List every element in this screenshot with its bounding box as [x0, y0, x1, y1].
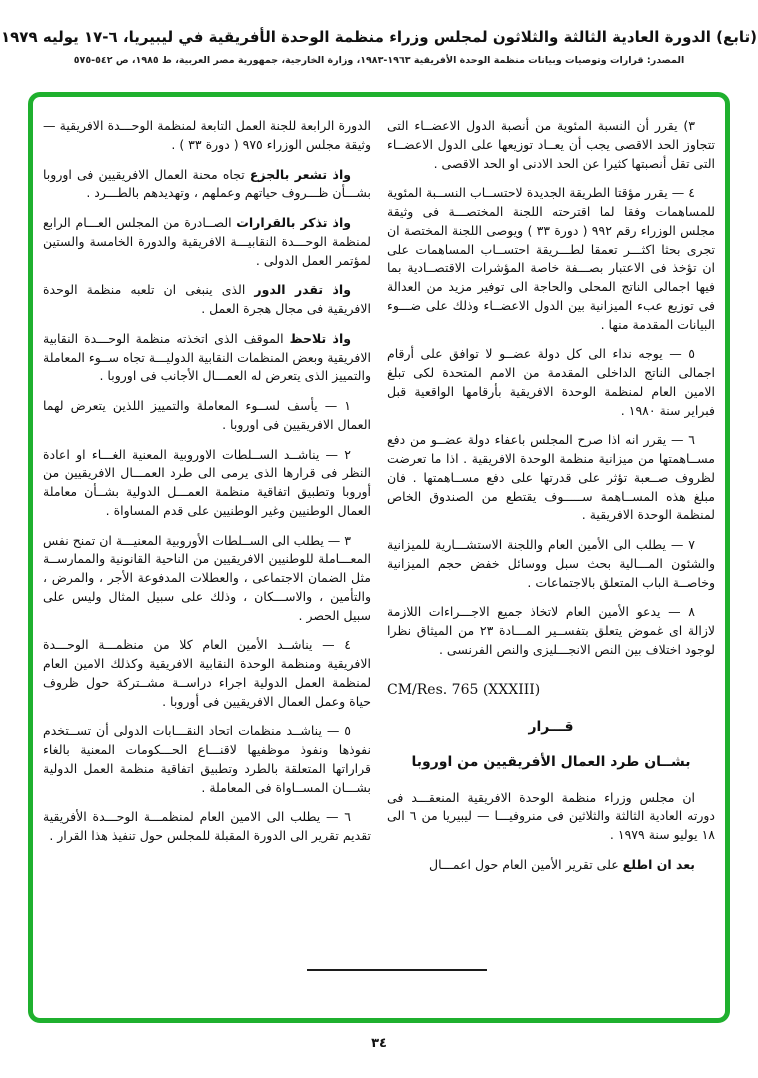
page-footer: [0, 1036, 758, 1051]
page-number: ٣٤: [371, 1036, 387, 1051]
paragraph-lead: واذ تقدر الدور: [254, 282, 351, 298]
paragraph: [43, 722, 371, 797]
paragraph: [387, 789, 715, 845]
paragraph-text: ٥ — يوجه نداء الى كل دولة عضــو لا توافق على أرقام اجمالى الناتج الداخلى المقدمة من الامم المتحدة لكى تبلغ الامين العام لمنظمة الوحدة الافريقية بأرقامها الواقعية قبل فبراير سنة ١٩٨٠ .: [387, 346, 715, 418]
paragraph: [43, 214, 371, 270]
paragraph: [387, 117, 715, 173]
section-end-divider: [307, 969, 487, 971]
paragraph-text: على تقرير الأمين العام حول اعمـــال: [428, 856, 623, 872]
paragraph-text: الذى ينبغى ان تلعبه منظمة الوحدة الافريقية فى مجال هجرة العمل .: [43, 282, 371, 316]
column-right: [387, 117, 715, 886]
paragraph-lead: واذ تشعر بالجزع: [249, 166, 352, 182]
paragraph-lead: واذ تذكر بالقرارات: [236, 215, 351, 230]
paragraph-text: ٥ — يناشــد منظمات اتحاد النقـــابات الدولى أن تســتخدم نفوذها ونفوذ موظفيها لاقنـــاع الحـــكومات المعنية بالغاء قراراتها المتعلقة بالطرد وتطبيق اتفاقية منظمة العمل الدولية بشـــان المســاواة فى المعاملة .: [43, 723, 371, 795]
paragraph: [387, 345, 715, 420]
paragraph: [43, 446, 371, 521]
paragraph-text: ٢ — يناشــد الســلطات الاوروبية المعنية الغـــاء او اعادة النظر فى قرارها الذى يرمى الى طرد العمـــال الافريقيين من أوروبا وتطبيق اتفاقية منظمة العمـــل الدولية بشــأن معاملة العمال الوطنيين وغير الوطنيين على قدم المساواة .: [43, 446, 371, 518]
paragraph: [387, 856, 715, 875]
page-header: [0, 0, 758, 66]
paragraph: [43, 636, 371, 711]
paragraph-text: ٦ — يقرر انه اذا صرح المجلس باعفاء دولة عضــو من دفع مســاهمتها من ميزانية منظمة الوحدة الافريقية . اذا ما تعرضت لظروف صــعبة تؤثر على قدرتها على دفع مســاهمتها . فان مبلغ هذه المســاهمة ســـــوف يقتطع من الصندوق الخاص لمنظمة الوحدة الافريقية .: [387, 432, 715, 523]
paragraph-text: ٤ — يناشــد الأمين العام كلا من منظمـــة الوحـــدة الافريقية ومنظمة الوحدة النقابية الافريقية وكذلك الامين العام لمنظمة العمل الدولية اجراء دراســة مشــتركة حول ظروف حياة وعمل العمال الافريقيين فى أوروبا .: [43, 637, 371, 709]
paragraph: [387, 431, 715, 525]
paragraph-text: ٣) يقرر أن النسبة المئوية من أنصبة الدول الاعضــاء التى تتجاوز الحد الاقصى يجب أن يعــاد توزيعها على الدول الاعضــاء التى تقل أنصبتها كثيرا عن الحد الادنى او الحد الاقصى .: [387, 118, 715, 171]
two-column-layout: [33, 97, 725, 886]
paragraph-text: الصــادرة من المجلس العـــام الرابع لمنظمة الوحـــدة النقابيـــة الافريقية والدورة الخامسة والستين لمؤتمر العمل الدولى .: [43, 215, 371, 268]
paragraph-text: الموقف الذى اتخذته منظمة الوحـــدة النقابية الافريقية وبعض المنظمات النقابية الدوليـــة تجاه ســوء المعاملة والتمييز الذى يتعرض له العمـــال الأجانب فى اوروبا .: [43, 330, 371, 384]
paragraph: [43, 330, 371, 386]
paragraph: [387, 603, 715, 659]
paragraph: [43, 397, 371, 435]
paragraph: [387, 536, 715, 592]
document-title: (تابع) الدورة العادية الثالثة والثلاثون لمجلس وزراء منظمة الوحدة الأفريقية في ليبيريا، ٦-١٧ يوليه ١٩٧٩: [1, 28, 757, 46]
paragraph-text: ٨ — يدعو الأمين العام لاتخاذ جميع الاجـــراءات اللازمة لازالة اى غموض يتعلق بتفســير المـــادة ٢٣ من الميثاق نظرا لوجود اختلاف بين النص الانجـــليزى والنص الفرنسى .: [387, 604, 716, 657]
paragraph: [43, 808, 371, 846]
decision-heading: قـــرار: [528, 718, 574, 735]
paragraph-text: ٣ — يطلب الى الســلطات الأوروبية المعنيـــة ان تمنح نفس المعـــاملة للوطنيين الافريقيين من الناحية القانونية والممارســة مثل الضمان الاجتماعى ، والعطلات المدفوعة الأجر ، والمرض ، والتأمين ، والاســـكان ، وذلك على سبيل المثال وليس على سبيل الحصر .: [43, 532, 371, 623]
paragraph-lead: بعد ان اطلع: [622, 856, 695, 872]
resolution-reference: CM/Res. 765 (XXXIII): [387, 681, 541, 698]
paragraph-text: ٦ — يطلب الى الامين العام لمنظمـــة الوحـــدة الأفريقية تقديم تقرير الى الدورة المقبلة للمجلس حول تنفيذ هذا القرار .: [43, 809, 371, 843]
paragraph-text: الدورة الرابعة للجنة العمل التابعة لمنظمة الوحـــدة الافريقية — وثيقة مجلس الوزراء ٩٧٥ ( دورة ٣٣ ) .: [43, 118, 371, 152]
paragraph-text: ١ — يأسف لســوء المعاملة والتمييز اللذين يتعرض لهما العمال الافريقيين فى اوروبا .: [43, 398, 371, 432]
paragraph-lead: واذ تلاحظ: [289, 330, 351, 346]
paragraph: [43, 281, 371, 319]
paragraph: [43, 532, 371, 626]
paragraph-text: تجاه محنة العمال الافريقيين فى اوروبا بشـــأن ظـــروف حياتهم وعملهم ، وتهديدهم بالطـــرد .: [43, 166, 371, 201]
paragraph: [387, 184, 715, 334]
paragraph-text: ٧ — يطلب الى الأمين العام واللجنة الاستشـــارية للميزانية والشئون المـــالية بحث سبل ووسائل خفض حجم الميزانية وخاصــة الباب المتعلق بالاجتماعات .: [387, 537, 715, 590]
source-citation: المصدر: قرارات وتوصيات وبيانات منظمة الوحدة الأفريقية ١٩٦٣-١٩٨٣، وزارة الخارجية، جمهورية مصر العربية، ط ١٩٨٥، ص ٥٤٢-٥٧٥: [73, 55, 685, 66]
paragraph: [43, 166, 371, 204]
column-left: [43, 117, 371, 886]
paragraph-text: ان مجلس وزراء منظمة الوحدة الافريقية المنعقـــد فى دورته العادية الثالثة والثلاثين فى منروفيـــا — ليبيريا من ٦ الى ١٨ يوليو سنة ١٩٧٩ .: [387, 789, 715, 842]
paragraph-text: ٤ — يقرر مؤقتا الطريقة الجديدة لاحتســاب النســبة المئوية للمساهمات وفقا لما اقترحته اللجنة المختصـــة فى وثيقة مجلس الوزراء رقم ٩٩٢ ( دورة ٣٣ ) ويوصى اللجنة المختصة ان تجرى بحثا اكثـــر تعمقا لطـــريقة احتســاب المساهمات على ان تؤخذ فى الاعتبار بصـــفة خاصة المؤشرات الاقتصــادية بما فيها اجمالى الناتج المحلى والحاجة الى توفير مزيد من العدالة فى توزيع عبء الميزانية بين الدول الاعضــاء وذلك على ضـــوء البيانات المقدمة منها .: [387, 185, 715, 332]
document-frame: [28, 92, 730, 1023]
decision-subheading: بشــان طرد العمال الأفريقيين من اوروبا: [411, 753, 691, 770]
paragraph: [43, 117, 371, 155]
